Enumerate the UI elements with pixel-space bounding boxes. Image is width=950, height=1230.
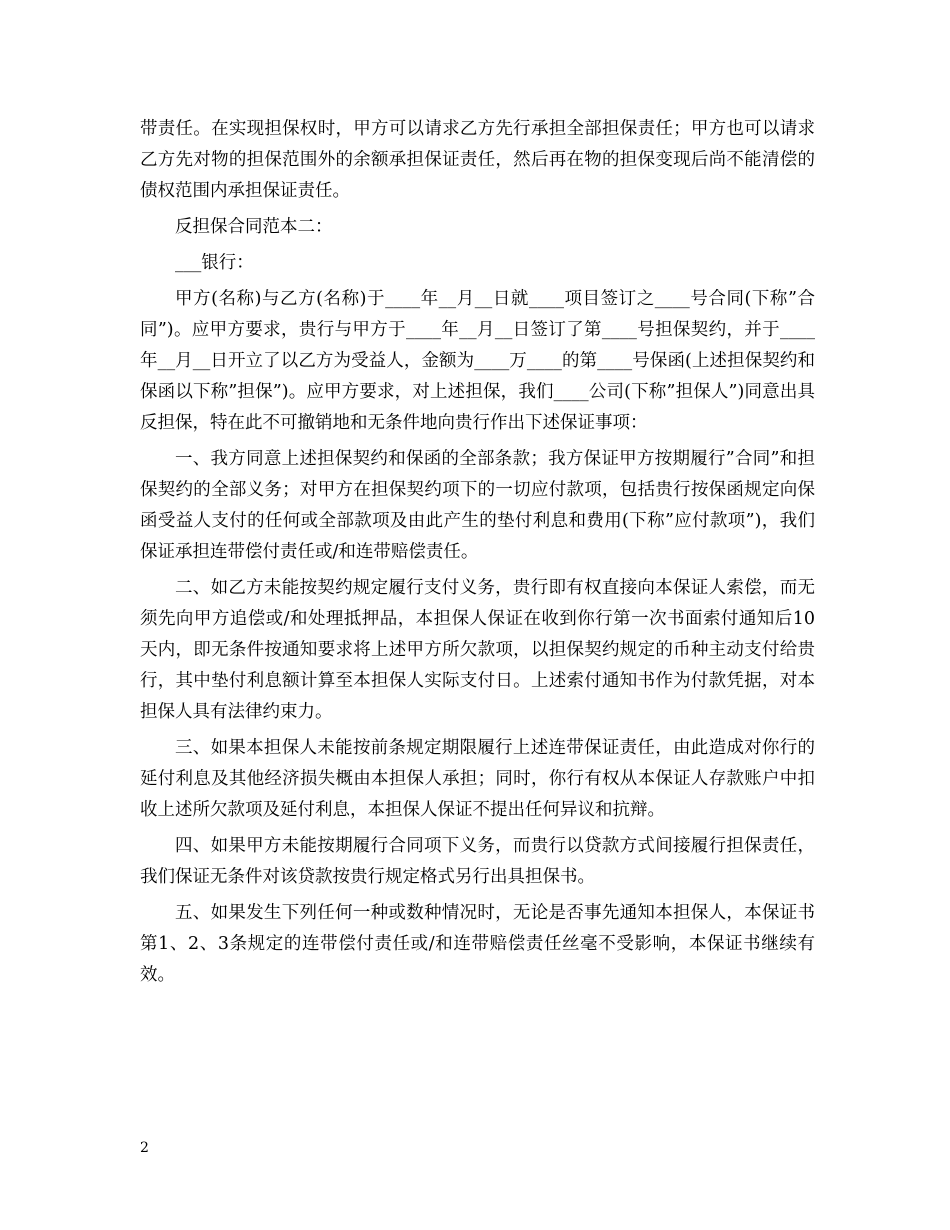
document-body bbox=[140, 114, 815, 996]
section-heading: 反担保合同范本二： bbox=[175, 217, 333, 237]
paragraph-preamble: 甲方(名称)与乙方(名称)于____年__月__日就____项目签订之____号合同(下称”合同”)。应甲方要求，贵行与甲方于____年__月__日签订了第____号担保契约，并于____年__月__日开立了以乙方为受益人，金额为____万____的第____号保函(上述担保契约和保函以下称”担保”)。应甲方要求，对上述担保，我们____公司(下称”担保人”)同意出具反担保，特在此不可撤销地和无条件地向贵行作出下述保证事项： bbox=[140, 289, 815, 433]
addressee-line: ___银行： bbox=[175, 253, 254, 273]
clause-4: 四、如果甲方未能按期履行合同项下义务，而贵行以贷款方式间接履行担保责任，我们保证无条件对该贷款按贵行规定格式另行出具担保书。 bbox=[140, 836, 815, 887]
clause-1: 一、我方同意上述担保契约和保函的全部条款；我方保证甲方按期履行”合同”和担保契约的全部义务；对甲方在担保契约项下的一切应付款项，包括贵行按保函规定向保函受益人支付的任何或全部款项及由此产生的垫付利息和费用(下称”应付款项”)，我们保证承担连带偿付责任或/和连带赔偿责任。 bbox=[140, 449, 815, 562]
clause-5: 五、如果发生下列任何一种或数种情况时，无论是否事先通知本担保人，本保证书第1、2、3条规定的连带偿付责任或/和连带赔偿责任丝毫不受影响，本保证书继续有效。 bbox=[140, 903, 815, 985]
paragraph-continuation: 带责任。在实现担保权时，甲方可以请求乙方先行承担全部担保责任；甲方也可以请求乙方先对物的担保范围外的余额承担保证责任，然后再在物的担保变现后尚不能清偿的债权范围内承担保证责任。 bbox=[140, 119, 815, 201]
clause-3: 三、如果本担保人未能按前条规定期限履行上述连带保证责任，由此造成对你行的延付利息及其他经济损失概由本担保人承担；同时，你行有权从本保证人存款账户中扣收上述所欠款项及延付利息，本担保人保证不提出任何异议和抗辩。 bbox=[140, 738, 815, 820]
page-number: 2 bbox=[140, 1140, 149, 1156]
clause-2: 二、如乙方未能按契约规定履行支付义务，贵行即有权直接向本保证人索偿，而无须先向甲方追偿或/和处理抵押品，本担保人保证在收到你行第一次书面索付通知后10天内，即无条件按通知要求将上述甲方所欠款项，以担保契约规定的币种主动支付给贵行，其中垫付利息额计算至本担保人实际支付日。上述索付通知书作为付款凭据，对本担保人具有法律约束力。 bbox=[140, 578, 815, 722]
